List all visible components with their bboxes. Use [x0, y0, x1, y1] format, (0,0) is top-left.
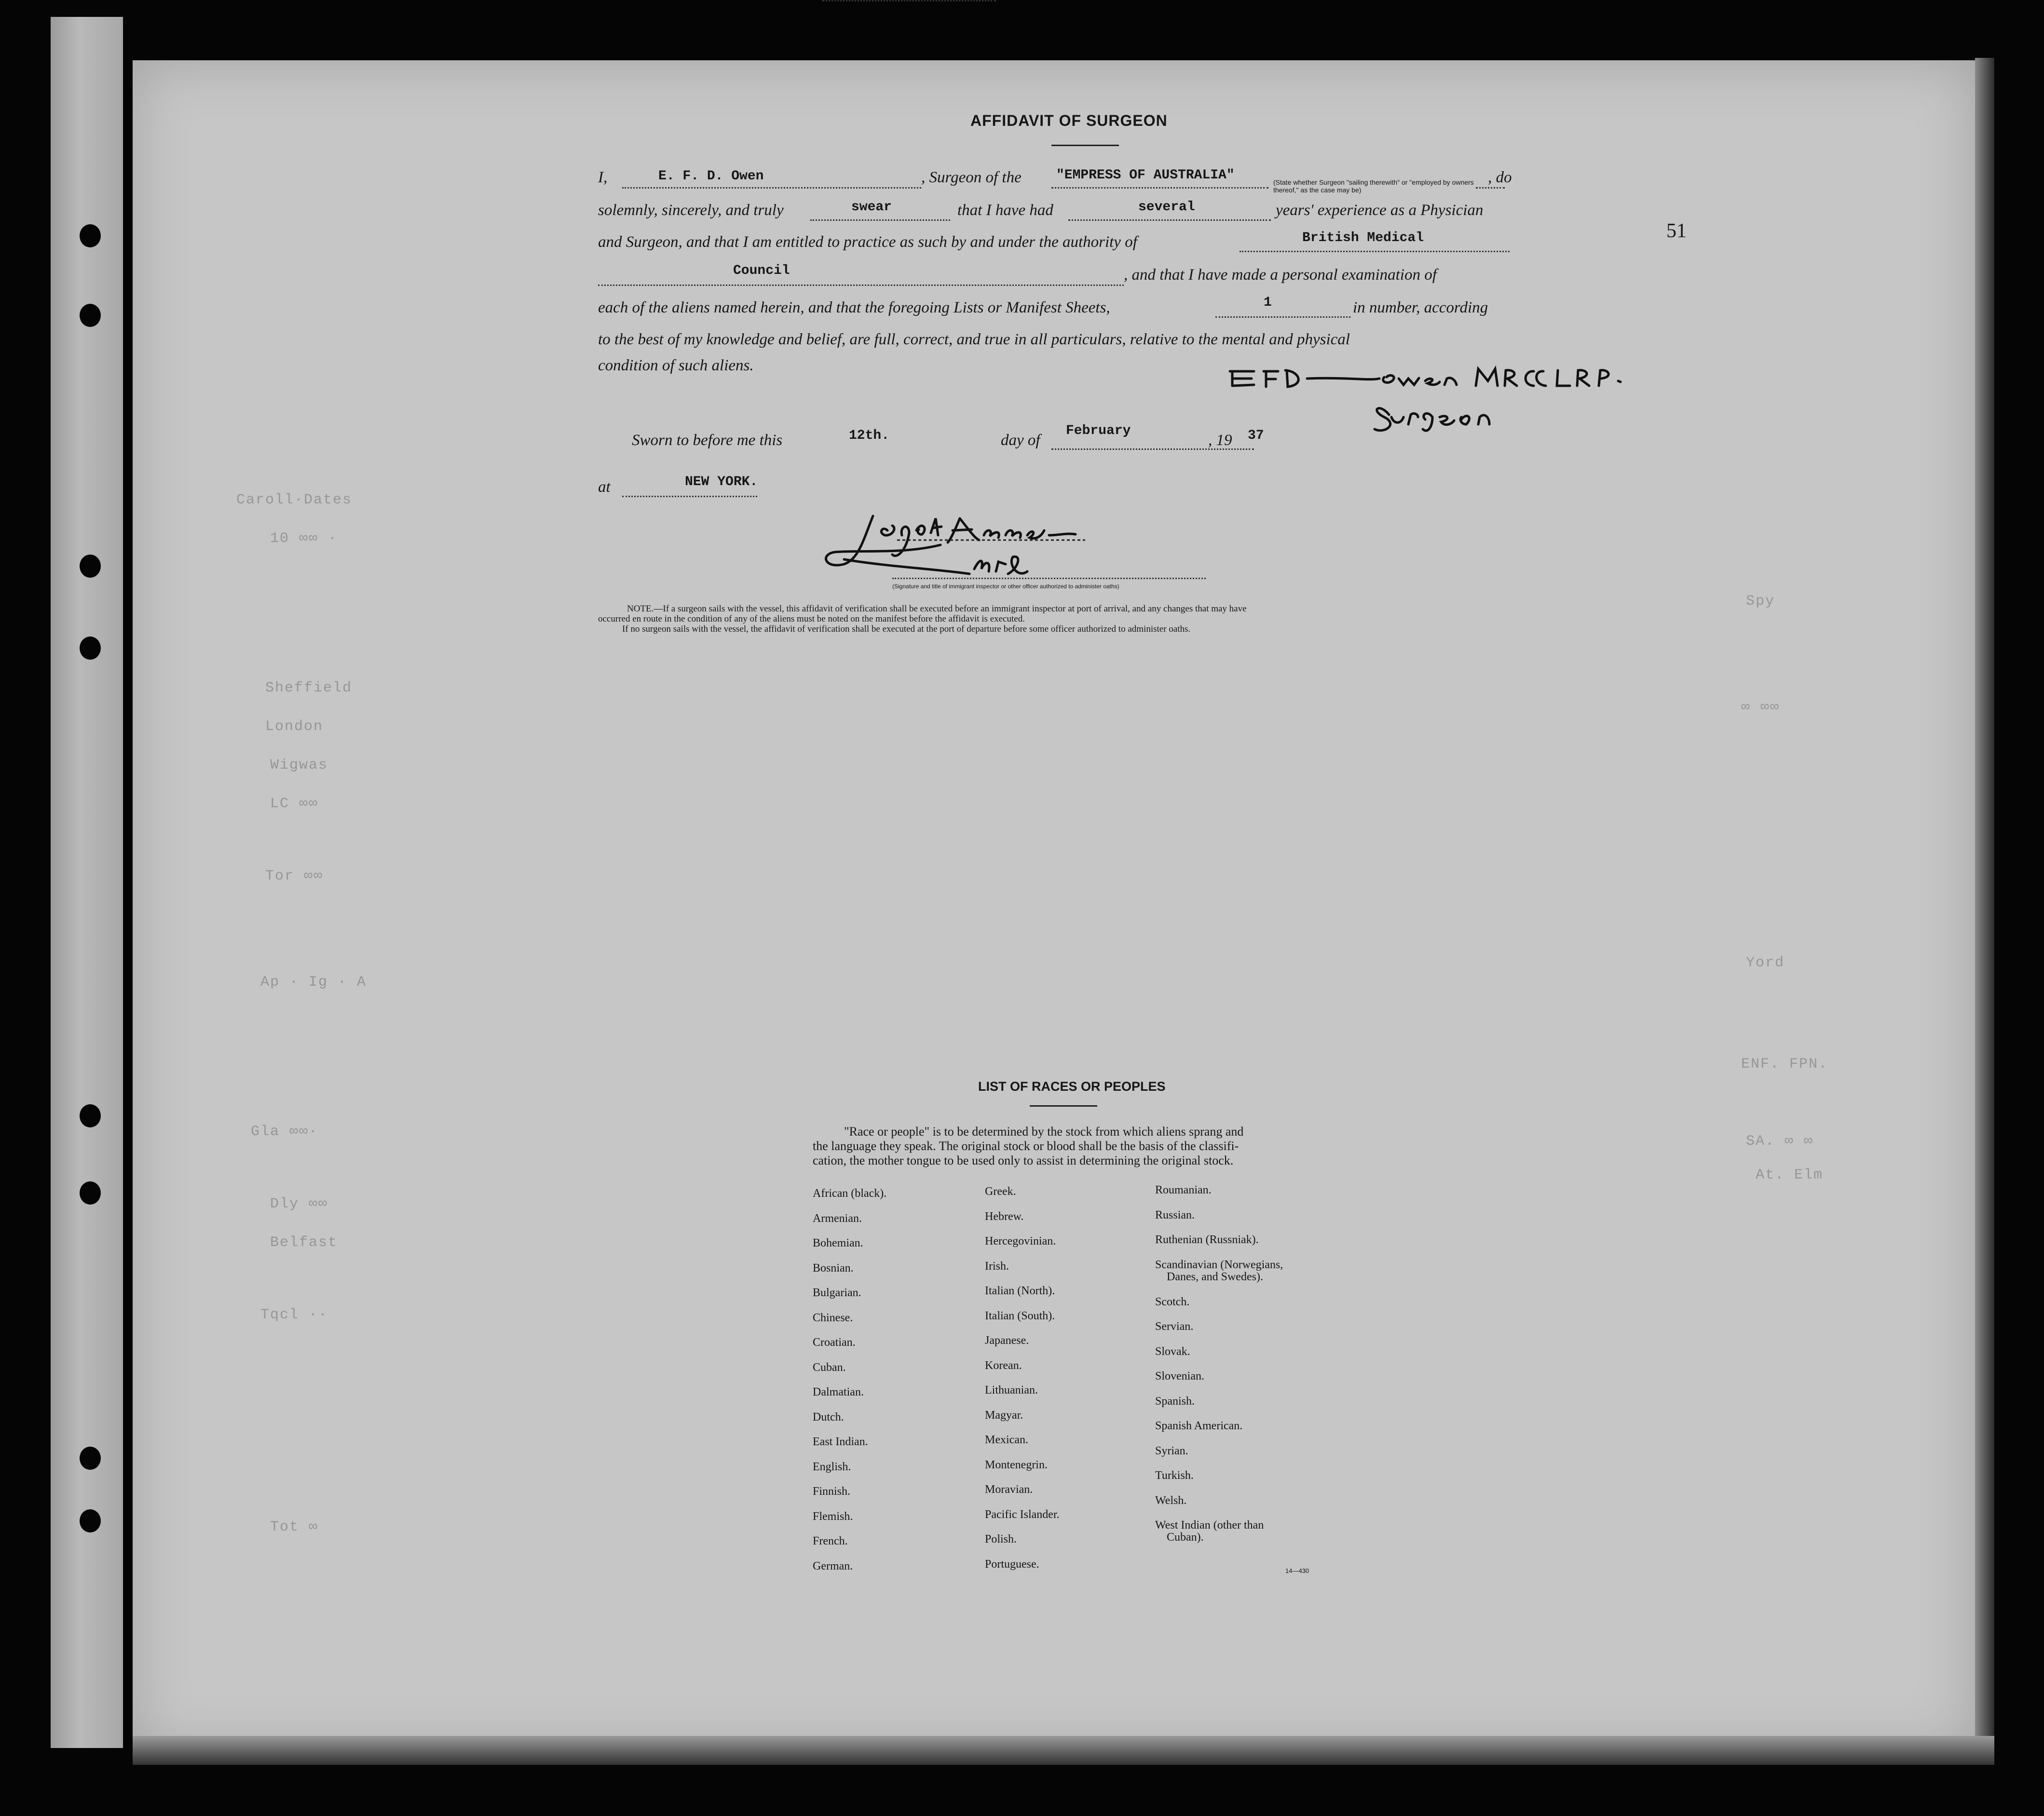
race-item: Greek. — [985, 1185, 1016, 1198]
note-line-2: occurred en route in the condition of any of the aliens must be noted on the manifest before the affidavit is executed. — [598, 614, 1025, 624]
race-item: Bulgarian. — [813, 1287, 861, 1299]
race-item: Spanish American. — [1155, 1420, 1243, 1432]
race-item: German. — [813, 1559, 853, 1572]
fill-line — [1240, 251, 1510, 252]
race-item: Spanish. — [1155, 1395, 1195, 1408]
race-item: Roumanian. — [1155, 1184, 1212, 1196]
race-item: Danes, and Swedes). — [1167, 1270, 1263, 1283]
year-suffix: 37 — [1248, 428, 1264, 443]
authority-value-2: Council — [733, 263, 790, 278]
races-column-1 — [813, 1187, 996, 1585]
sworn-month: February — [1066, 423, 1131, 438]
in-number-text: in number, according — [1353, 299, 1488, 316]
ship-name: "EMPRESS OF AUSTRALIA" — [1056, 168, 1235, 183]
race-item: Irish. — [985, 1260, 1009, 1273]
authority-value: British Medical — [1302, 230, 1424, 245]
at-text: at — [598, 478, 611, 496]
affidavit-title: AFFIDAVIT OF SURGEON — [970, 112, 1168, 129]
i-label: I, — [598, 169, 608, 186]
race-item: Magyar. — [985, 1409, 1023, 1422]
belief-text: to the best of my knowledge and belief, are full, correct, and true in all particulars, relative to the mental and physical — [598, 331, 1350, 348]
race-item: Bohemian. — [813, 1237, 863, 1249]
races-intro-1: "Race or people" is to be determined by the stock from which aliens sprang and — [844, 1125, 1244, 1138]
fill-line — [622, 496, 757, 497]
signature-caption: (Signature and title of immigrant inspector or other officer authorized to administer oaths) — [892, 583, 1119, 590]
binder-hole — [80, 1447, 101, 1470]
race-item: Servian. — [1155, 1320, 1194, 1333]
fill-line — [1068, 219, 1271, 221]
ship-note: (State whether Surgeon "sailing therewith" or "employed by owners thereof," as the case may be) — [1273, 178, 1474, 194]
race-item: West Indian (other than — [1155, 1519, 1264, 1531]
race-item: Russian. — [1155, 1208, 1195, 1221]
race-item: Slovak. — [1155, 1345, 1190, 1358]
years-value: several — [1138, 200, 1195, 215]
race-item: Finnish. — [813, 1485, 851, 1498]
condition-text: condition of such aliens. — [598, 357, 754, 374]
sheet-number: 51 — [1666, 220, 1687, 242]
race-item: Moravian. — [985, 1483, 1033, 1496]
surgeon-name: E. F. D. Owen — [658, 169, 764, 184]
races-intro-2: the language they speak. The original stock or blood shall be the basis of the classifi- — [813, 1139, 1239, 1153]
race-item: Cuban. — [813, 1361, 846, 1374]
race-item: Flemish. — [813, 1510, 853, 1523]
examination-text: , and that I have made a personal examination of — [1124, 266, 1437, 284]
binder-hole — [80, 224, 101, 247]
binder-hole — [80, 1181, 101, 1205]
race-item: Hercegovinian. — [985, 1235, 1056, 1247]
race-item: East Indian. — [813, 1436, 868, 1448]
race-item: Chinese. — [813, 1311, 853, 1324]
fill-line — [810, 219, 950, 221]
race-item: Portuguese. — [985, 1558, 1039, 1571]
race-item: Scandinavian (Norwegians, — [1155, 1258, 1283, 1271]
year-prefix: , 19 — [1208, 432, 1232, 449]
race-item: Cuban). — [1167, 1531, 1204, 1544]
title-underline — [1030, 1105, 1097, 1107]
race-item: English. — [813, 1460, 851, 1473]
race-item: Syrian. — [1155, 1444, 1188, 1457]
race-item: Japanese. — [985, 1334, 1029, 1347]
races-column-2 — [985, 1185, 1158, 1583]
each-text: each of the aliens named herein, and that the foregoing Lists or Manifest Sheets, — [598, 299, 1110, 316]
races-column-3 — [1155, 1184, 1358, 1544]
binder-hole — [80, 637, 101, 660]
fill-line — [598, 285, 1124, 286]
sworn-day: 12th. — [849, 428, 890, 443]
race-item: Slovenian. — [1155, 1370, 1204, 1382]
note-line-3: If no surgeon sails with the vessel, the affidavit of verification shall be executed at the port of departure before some officer authorized to administer oaths. — [622, 624, 1191, 634]
race-item: Italian (South). — [985, 1309, 1055, 1322]
fill-line — [822, 0, 996, 1]
race-item: French. — [813, 1535, 848, 1547]
race-item: Polish. — [985, 1533, 1017, 1545]
place: NEW YORK. — [685, 474, 758, 489]
oath-word: swear — [851, 200, 892, 215]
race-item: Pacific Islander. — [985, 1508, 1060, 1521]
race-item: Croatian. — [813, 1336, 856, 1349]
do-text: , do — [1488, 169, 1512, 186]
race-item: Ruthenian (Russniak). — [1155, 1233, 1259, 1246]
binder-hole — [80, 1104, 101, 1127]
years-text: years' experience as a Physician — [1276, 202, 1484, 219]
race-item: Scotch. — [1155, 1295, 1190, 1308]
race-item: Dalmatian. — [813, 1386, 864, 1398]
race-item: Bosnian. — [813, 1261, 854, 1274]
race-item: Lithuanian. — [985, 1384, 1038, 1396]
race-item: Italian (North). — [985, 1285, 1055, 1297]
note-line-1: NOTE.—If a surgeon sails with the vessel, this affidavit of verification shall be executed before an immigrant inspector at port of arrival, and any changes that may have — [627, 604, 1247, 614]
surgeon-of-text: , Surgeon of the — [921, 169, 1022, 186]
surgeon-signature — [1225, 357, 1688, 444]
day-of-text: day of — [1001, 432, 1040, 449]
fill-line — [892, 578, 1206, 579]
fill-line — [1215, 316, 1350, 318]
race-item: African (black). — [813, 1187, 887, 1200]
races-title: LIST OF RACES OR PEOPLES — [978, 1079, 1166, 1094]
fill-line — [1476, 187, 1505, 189]
entitled-text: and Surgeon, and that I am entitled to practice as such by and under the authority of — [598, 233, 1137, 251]
page-bottom-edge — [133, 1736, 1994, 1765]
race-item: Montenegrin. — [985, 1458, 1048, 1471]
form-number: 14—430 — [1285, 1567, 1309, 1574]
title-underline — [1051, 145, 1119, 146]
race-item: Mexican. — [985, 1434, 1028, 1446]
fill-line — [622, 187, 921, 189]
fill-line — [1051, 187, 1268, 189]
sheets-count: 1 — [1264, 295, 1272, 310]
solemnly-text: solemnly, sincerely, and truly — [598, 202, 784, 219]
race-item: Dutch. — [813, 1410, 844, 1423]
race-item: Armenian. — [813, 1212, 862, 1225]
binder-hole — [80, 304, 101, 327]
binder-hole — [80, 555, 101, 578]
races-intro-3: cation, the mother tongue to be used only to assist in determining the original stock. — [813, 1153, 1234, 1167]
binder-hole — [80, 1509, 101, 1532]
page-edge — [1975, 58, 1994, 1755]
binding-strip — [51, 17, 123, 1748]
have-had-text: that I have had — [957, 202, 1053, 219]
race-item: Hebrew. — [985, 1210, 1024, 1223]
sworn-text: Sworn to before me this — [632, 432, 783, 449]
race-item: Korean. — [985, 1359, 1022, 1372]
race-item: Welsh. — [1155, 1494, 1187, 1507]
race-item: Turkish. — [1155, 1469, 1194, 1482]
